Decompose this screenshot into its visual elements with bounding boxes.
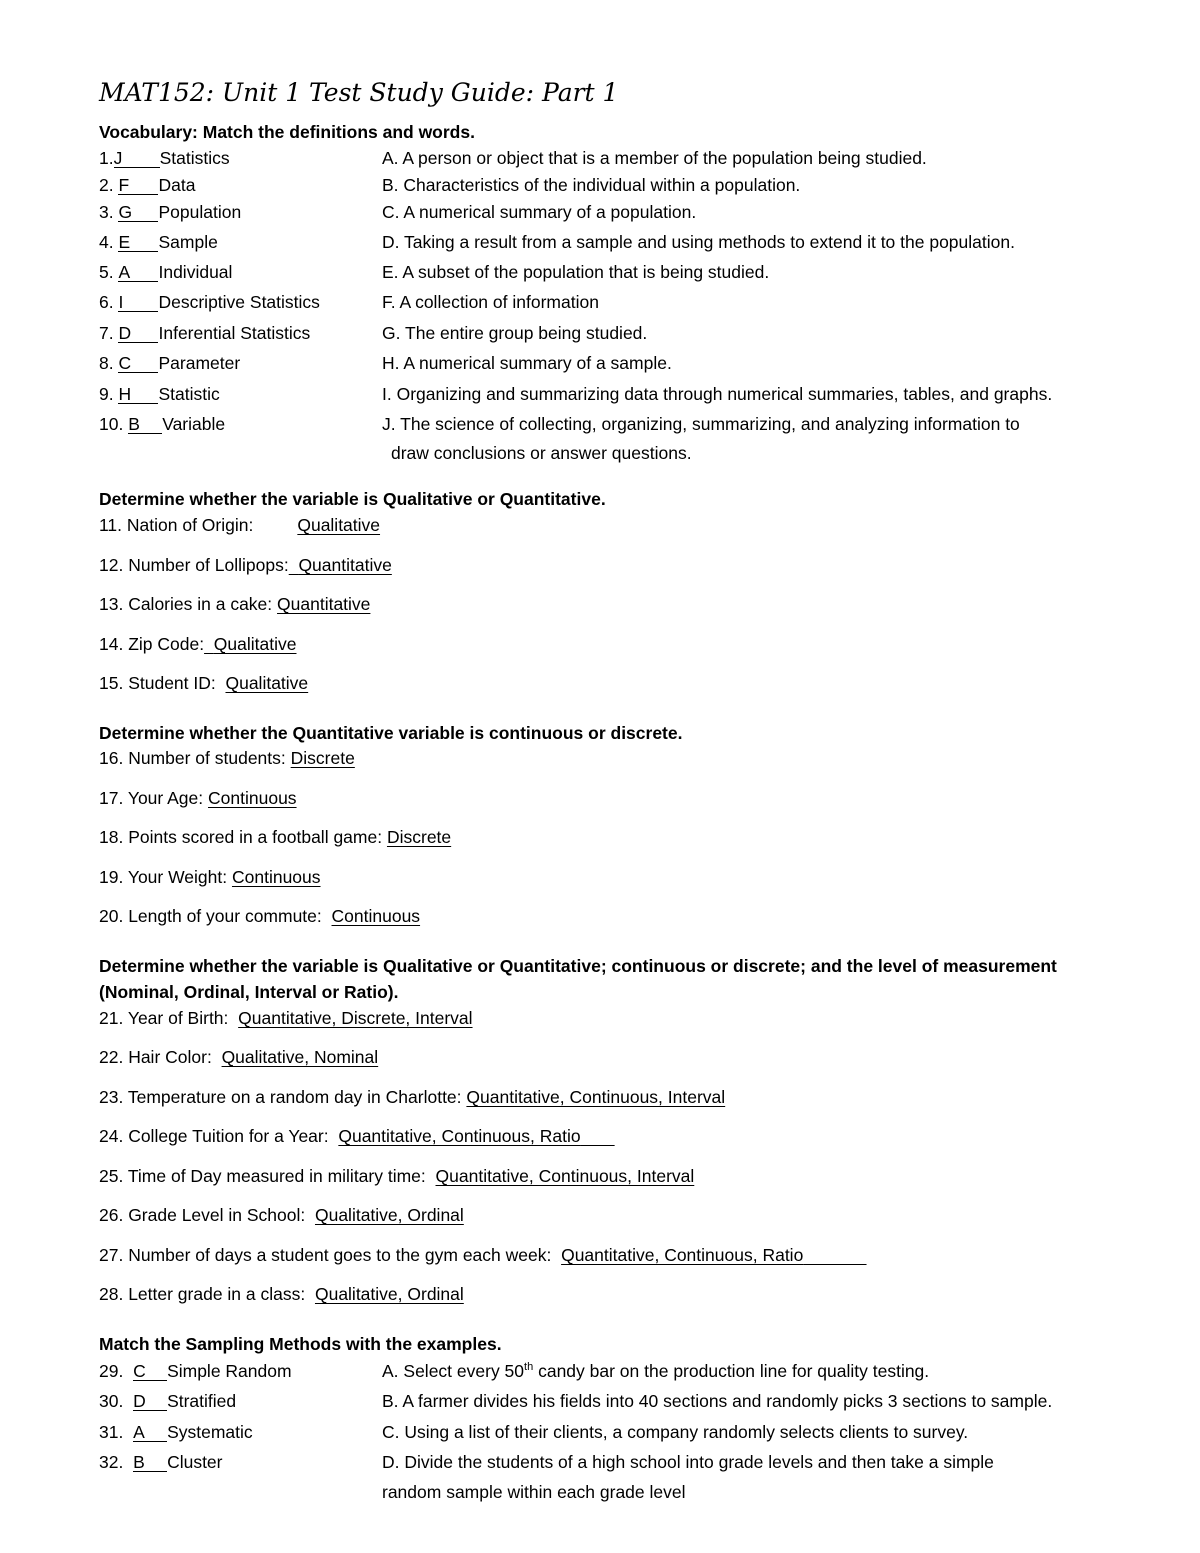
sampling-def-a: A. Select every 50th candy bar on the production line for quality testing. <box>382 1361 930 1381</box>
question-11: 11. Nation of Origin: Qualitative <box>99 515 381 535</box>
answer-26: Qualitative, Ordinal <box>314 1205 464 1225</box>
answer-blank: G <box>118 203 158 222</box>
vocab-item-5: 5. A Individual <box>99 262 233 282</box>
answer-25: Quantitative, Continuous, Interval <box>435 1166 695 1186</box>
answer-12: Quantitative <box>298 555 392 575</box>
vocab-def-c: C. A numerical summary of a population. <box>382 202 697 222</box>
answer-20: Continuous <box>331 906 421 926</box>
sampling-def-b: B. A farmer divides his fields into 40 sections and randomly picks 3 sections to sample. <box>382 1391 1053 1411</box>
answer-21: Quantitative, Discrete, Interval <box>238 1008 473 1028</box>
sampling-heading: Match the Sampling Methods with the examples. <box>99 1334 502 1354</box>
answer-blank: E <box>118 233 158 252</box>
sampling-def-d: D. Divide the students of a high school into grade levels and then take a simple <box>382 1452 994 1472</box>
answer-24: Quantitative, Continuous, Ratio <box>338 1126 581 1146</box>
answer-blank: B <box>133 1453 167 1472</box>
question-20: 20. Length of your commute: Continuous <box>99 906 421 926</box>
answer-blank: C <box>118 354 158 373</box>
answer-27: Quantitative, Continuous, Ratio <box>561 1245 804 1265</box>
vocab-def-h: H. A numerical summary of a sample. <box>382 353 672 373</box>
answer-22: Qualitative, Nominal <box>221 1047 379 1067</box>
vocab-item-7: 7. D Inferential Statistics <box>99 323 311 343</box>
answer-blank: F <box>118 176 158 195</box>
answer-16: Discrete <box>290 748 355 768</box>
question-28: 28. Letter grade in a class: Qualitative, Ordinal <box>99 1284 464 1304</box>
vocab-item-2: 2. F Data <box>99 175 196 195</box>
vocab-def-g: G. The entire group being studied. <box>382 323 648 343</box>
document-title: MAT152: Unit 1 Test Study Guide: Part 1 <box>99 78 619 107</box>
question-18: 18. Points scored in a football game: Discrete <box>99 827 452 847</box>
vocab-item-10: 10. B Variable <box>99 414 226 434</box>
vocab-item-3: 3. G Population <box>99 202 242 222</box>
vocab-def-f: F. A collection of information <box>382 292 599 312</box>
answer-13: Quantitative <box>277 594 371 614</box>
answer-15: Qualitative <box>225 673 309 693</box>
vocab-item-6: 6. I Descriptive Statistics <box>99 292 320 312</box>
answer-23: Quantitative, Continuous, Interval <box>466 1087 726 1107</box>
qual-quant-heading: Determine whether the variable is Qualitative or Quantitative. <box>99 489 606 509</box>
question-26: 26. Grade Level in School: Qualitative, Ordinal <box>99 1205 464 1225</box>
vocab-def-j: J. The science of collecting, organizing, summarizing, and analyzing information to <box>382 414 1020 434</box>
answer-18: Discrete <box>386 827 452 847</box>
vocab-item-8: 8. C Parameter <box>99 353 241 373</box>
sampling-def-d-continuation: random sample within each grade level <box>382 1482 686 1502</box>
question-22: 22. Hair Color: Qualitative, Nominal <box>99 1047 379 1067</box>
answer-19: Continuous <box>231 867 321 887</box>
question-12: 12. Number of Lollipops: Quantitative <box>99 555 392 575</box>
question-13: 13. Calories in a cake: Quantitative <box>99 594 371 614</box>
answer-28: Qualitative, Ordinal <box>314 1284 464 1304</box>
answer-blank: D <box>118 324 158 343</box>
sampling-def-c: C. Using a list of their clients, a company randomly selects clients to survey. <box>382 1422 969 1442</box>
vocab-def-d: D. Taking a result from a sample and using methods to extend it to the population. <box>382 232 1015 252</box>
question-23: 23. Temperature on a random day in Charlotte: Quantitative, Continuous, Interval <box>99 1087 726 1107</box>
answer-blank: H <box>118 385 158 404</box>
answer-blank: D <box>133 1392 167 1411</box>
vocab-item-9: 9. H Statistic <box>99 384 220 404</box>
vocab-item-1: 1.J Statistics <box>99 148 230 168</box>
question-27: 27. Number of days a student goes to the gym each week: Quantitative, Continuous, Ratio <box>99 1245 804 1265</box>
answer-blank: A <box>118 263 158 282</box>
sampling-item-32: 32. B Cluster <box>99 1452 223 1472</box>
question-15: 15. Student ID: Qualitative <box>99 673 309 693</box>
answer-17: Continuous <box>208 788 297 808</box>
answer-blank: B <box>128 415 162 434</box>
vocab-def-j-continuation: draw conclusions or answer questions. <box>391 443 692 463</box>
answer-11: Qualitative <box>297 515 381 535</box>
question-17: 17. Your Age: Continuous <box>99 788 297 808</box>
question-14: 14. Zip Code: Qualitative <box>99 634 297 654</box>
question-21: 21. Year of Birth: Quantitative, Discrete, Interval <box>99 1008 473 1028</box>
answer-blank: C <box>133 1362 167 1381</box>
vocab-def-i: I. Organizing and summarizing data through numerical summaries, tables, and graphs. <box>382 384 1053 404</box>
answer-blank: I <box>118 293 158 312</box>
vocab-item-4: 4. E Sample <box>99 232 218 252</box>
question-25: 25. Time of Day measured in military time: Quantitative, Continuous, Interval <box>99 1166 695 1186</box>
question-19: 19. Your Weight: Continuous <box>99 867 321 887</box>
vocabulary-heading: Vocabulary: Match the definitions and words. <box>99 122 475 142</box>
sampling-item-30: 30. D Stratified <box>99 1391 237 1411</box>
question-16: 16. Number of students: Discrete <box>99 748 355 768</box>
sampling-item-31: 31. A Systematic <box>99 1422 253 1442</box>
measurement-heading-line1: Determine whether the variable is Qualitative or Quantitative; continuous or discrete; and the level of measurement <box>99 956 1057 976</box>
vocab-def-e: E. A subset of the population that is being studied. <box>382 262 770 282</box>
answer-14: Qualitative <box>213 634 297 654</box>
vocab-def-b: B. Characteristics of the individual within a population. <box>382 175 801 195</box>
measurement-heading-line2: (Nominal, Ordinal, Interval or Ratio). <box>99 982 399 1002</box>
vocab-def-a: A. A person or object that is a member of the population being studied. <box>382 148 927 168</box>
answer-blank: J <box>114 149 160 168</box>
continuous-discrete-heading: Determine whether the Quantitative variable is continuous or discrete. <box>99 723 683 743</box>
answer-blank: A <box>133 1423 167 1442</box>
question-24: 24. College Tuition for a Year: Quantitative, Continuous, Ratio <box>99 1126 581 1146</box>
sampling-item-29: 29. C Simple Random <box>99 1361 292 1381</box>
